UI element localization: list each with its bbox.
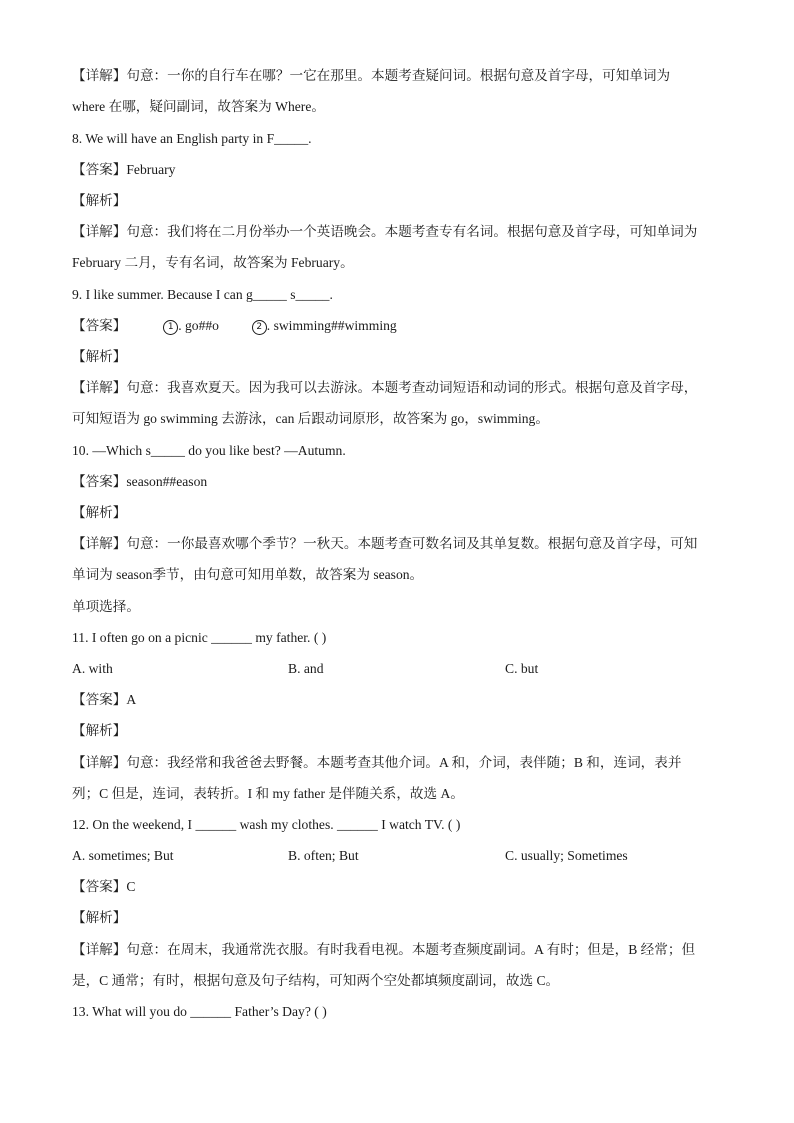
option-c: C. but — [505, 661, 539, 676]
explanation-line: 【详解】句意：一你的自行车在哪？一它在那里。本题考查疑问词。根据句意及首字母，可知单词为 — [72, 68, 671, 83]
circled-number-icon: 1 — [163, 320, 178, 335]
analysis-label-9: 【解析】 — [72, 349, 127, 364]
option-b: B. often; But — [288, 848, 359, 863]
explanation-12-line2: 是，C 通常；有时，根据句意及句子结构，可知两个空处都填频度副词，故选 C。 — [72, 973, 560, 988]
explanation-9-line2: 可知短语为 go swimming 去游泳，can 后跟动词原形，故答案为 go，swimming。 — [72, 411, 549, 426]
option-b: B. and — [288, 661, 324, 676]
question-8: 8. We will have an English party in F_____. — [72, 131, 312, 146]
section-heading: 单项选择。 — [72, 599, 140, 614]
circled-number-icon: 2 — [252, 320, 267, 335]
answer-9-blank2: . swimming##wimming — [266, 318, 397, 333]
explanation-10-line2: 单词为 season季节，由句意可知用单数，故答案为 season。 — [72, 567, 424, 582]
question-11: 11. I often go on a picnic ______ my father. ( ) — [72, 630, 327, 645]
explanation-line: where 在哪，疑问副词，故答案为 Where。 — [72, 99, 325, 114]
answer-8: 【答案】February — [72, 162, 176, 177]
answer-12: 【答案】C — [72, 879, 136, 894]
explanation-8-line1: 【详解】句意：我们将在二月份举办一个英语晚会。本题考查专有名词。根据句意及首字母，可知单词为 — [72, 224, 698, 239]
explanation-11-line2: 列；C 但是，连词，表转折。I 和 my father 是伴随关系，故选 A。 — [72, 786, 464, 801]
explanation-11-line1: 【详解】句意：我经常和我爸爸去野餐。本题考查其他介词。A 和，介词，表伴随；B 和，连词，表并 — [72, 755, 682, 770]
analysis-label-12: 【解析】 — [72, 910, 127, 925]
explanation-9-line1: 【详解】句意：我喜欢夏天。因为我可以去游泳。本题考查动词短语和动词的形式。根据句意及首字母， — [72, 380, 698, 395]
answer-9-blank1: . go##o — [178, 318, 219, 333]
answer-11: 【答案】A — [72, 692, 137, 707]
explanation-12-line1: 【详解】句意：在周末，我通常洗衣服。有时我看电视。本题考查频度副词。A 有时；但是，B 经常；但 — [72, 942, 696, 957]
answer-label: 【答案】 — [72, 318, 127, 333]
answer-9 — [72, 317, 722, 335]
explanation-8-line2: February 二月，专有名词，故答案为 February。 — [72, 255, 354, 270]
analysis-label-10: 【解析】 — [72, 505, 127, 520]
option-a: A. sometimes; But — [72, 848, 174, 863]
question-9: 9. I like summer. Because I can g_____ s_____. — [72, 287, 333, 302]
question-10: 10. —Which s_____ do you like best? —Autumn. — [72, 443, 346, 458]
question-13: 13. What will you do ______ Father’s Day? ( ) — [72, 1004, 327, 1019]
question-12: 12. On the weekend, I ______ wash my clothes. ______ I watch TV. ( ) — [72, 817, 461, 832]
analysis-label-8: 【解析】 — [72, 193, 127, 208]
answer-10: 【答案】season##eason — [72, 474, 208, 489]
option-a: A. with — [72, 661, 113, 676]
option-c: C. usually; Sometimes — [505, 848, 628, 863]
explanation-10-line1: 【详解】句意：一你最喜欢哪个季节？一秋天。本题考查可数名词及其单复数。根据句意及首字母，可知 — [72, 536, 698, 551]
analysis-label-11: 【解析】 — [72, 723, 127, 738]
